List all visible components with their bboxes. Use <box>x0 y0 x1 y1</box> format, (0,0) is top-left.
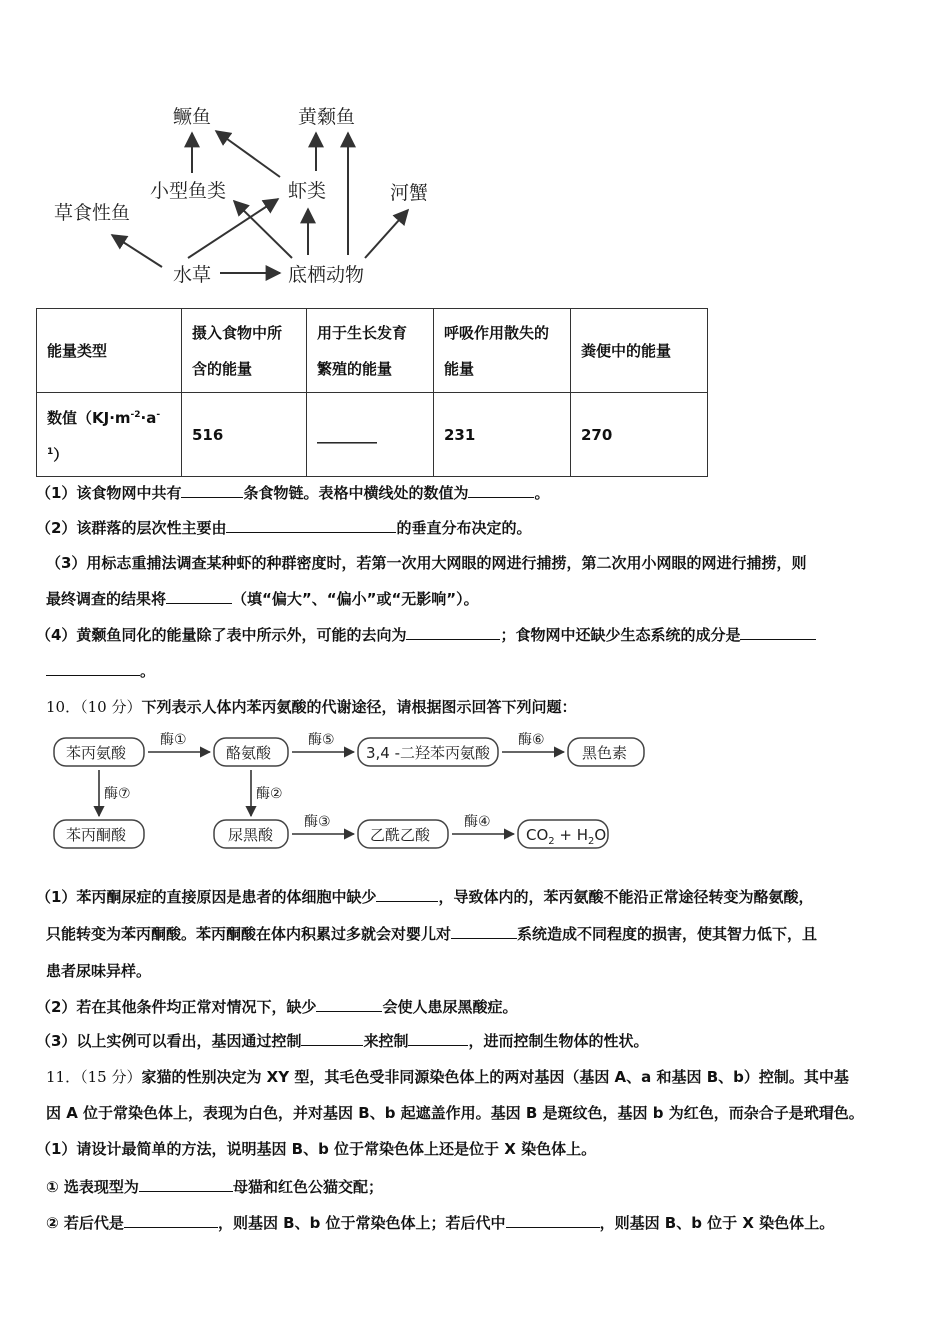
arrow-shuicao-caoshi <box>112 235 162 267</box>
enzyme-6: 酶⑥ <box>518 732 545 748</box>
q11-line-4: ① 选表现型为 母猫和红色公猫交配； <box>46 1178 383 1196</box>
label-melanin: 黑色素 <box>582 744 628 762</box>
label-tyr: 酪氨酸 <box>226 744 272 762</box>
enzyme-3: 酶③ <box>304 814 331 830</box>
label-hga: 尿黑酸 <box>228 826 274 844</box>
food-web-diagram <box>40 95 460 295</box>
q9-line-4: 最终调查的结果将 （填“偏大”、“偏小”或“无影响”）。 <box>46 590 479 608</box>
q11-line-2: 因 A 位于常染色体上，表现为白色，并对基因 B、b 起遮盖作用。基因 B 是斑纹色，基因 b 为红色，而杂合子是玳瑁色。 <box>46 1104 864 1122</box>
node-caoshixingyu: 草食性鱼 <box>54 202 131 224</box>
enzyme-5: 酶⑤ <box>308 732 335 748</box>
node-diqidongwu: 底栖动物 <box>288 264 365 286</box>
header-cell-type: 能量类型 <box>37 309 182 393</box>
q9-line-2: （2）该群落的层次性主要由 的垂直分布决定的。 <box>36 519 532 537</box>
header-cell-feces: 粪便中的能量 <box>571 309 708 393</box>
header-cell-growth: 用于生长发育 繁殖的能量 <box>307 309 434 393</box>
node-hexie: 河蟹 <box>390 182 429 204</box>
q10-line-5: （3）以上实例可以看出，基因通过控制 来控制 ，进而控制生物体的性状。 <box>36 1032 649 1050</box>
q11-line-1: 11．（15 分）家猫的性别决定为 XY 型，其毛色受非同源染色体上的两对基因（基因 A、a 和基因 B、b）控制。其中基 <box>46 1068 849 1086</box>
q10-line-1: （1）苯丙酮尿症的直接原因是患者的体细胞中缺少 ，导致体内的，苯丙氨酸不能沿正常途径转变为酪氨酸， <box>36 888 814 906</box>
q9-line-3: （3）用标志重捕法调查某种虾的种群密度时，若第一次用大网眼的网进行捕捞，第二次用小网眼的网进行捕捞，则 <box>46 554 807 572</box>
label-ppa: 苯丙酮酸 <box>66 826 127 844</box>
q9-line-1: （1）该食物网中共有 条食物链。表格中横线处的数值为 。 <box>36 484 550 502</box>
arrow-xia-guiyu <box>216 131 280 177</box>
enzyme-2: 酶② <box>256 786 283 802</box>
node-xialei: 虾类 <box>288 180 327 202</box>
value-feces: 270 <box>571 393 708 477</box>
q9-line-5: （4）黄颡鱼同化的能量除了表中所示外，可能的去向为 ；食物网中还缺少生态系统的成分是 <box>36 624 816 645</box>
header-cell-respiration: 呼吸作用散失的 能量 <box>434 309 571 393</box>
header-cell-intake: 摄入食物中所 含的能量 <box>182 309 307 393</box>
label-co2-h2o: $CO_2 + H_2O$ <box>526 826 607 847</box>
node-shuicao: 水草 <box>173 264 212 286</box>
q10-line-2: 只能转变为苯丙酮酸。苯丙酮酸在体内积累过多就会对婴儿对 系统造成不同程度的损害，使其智力低下，且 <box>46 925 818 943</box>
row-label-value: 数值（$KJ\cdot m^{-2}\cdot a^-$ $^1$） <box>37 393 182 477</box>
q10-line-3: 患者尿味异样。 <box>46 962 152 980</box>
value-intake: 516 <box>182 393 307 477</box>
q11-line-3: （1）请设计最简单的方法，说明基因 B、b 位于常染色体上还是位于 X 染色体上。 <box>36 1140 597 1158</box>
enzyme-7: 酶⑦ <box>104 786 131 802</box>
node-guiyu: 鳜鱼 <box>173 106 212 128</box>
enzyme-4: 酶④ <box>464 814 491 830</box>
value-respiration: 231 <box>434 393 571 477</box>
label-dopa: 3,4 -二羟苯丙氨酸 <box>366 744 491 762</box>
metabolic-pathway-diagram <box>48 728 648 856</box>
enzyme-1: 酶① <box>160 732 187 748</box>
label-phe: 苯丙氨酸 <box>66 744 127 762</box>
q9-line-6: 。 <box>46 660 155 681</box>
q10-line-4: （2）若在其他条件均正常对情况下，缺少 会使人患尿黑酸症。 <box>36 998 518 1016</box>
energy-table <box>36 308 708 477</box>
arrow-diqi-hexie <box>365 210 408 258</box>
node-xiaoxingyulei: 小型鱼类 <box>150 180 227 202</box>
value-growth-blank: ________ <box>307 393 434 477</box>
arrow-shuicao-xia <box>188 199 278 258</box>
label-aaa: 乙酰乙酸 <box>370 826 431 844</box>
node-huangsangyu: 黄颡鱼 <box>298 106 356 128</box>
q10-title: 10．（10 分）下列表示人体内苯丙氨酸的代谢途径，请根据图示回答下列问题： <box>46 698 577 716</box>
q11-line-5: ② 若后代是 ，则基因 B、b 位于常染色体上；若后代中 ，则基因 B、b 位于 X 染色体上。 <box>46 1214 835 1232</box>
